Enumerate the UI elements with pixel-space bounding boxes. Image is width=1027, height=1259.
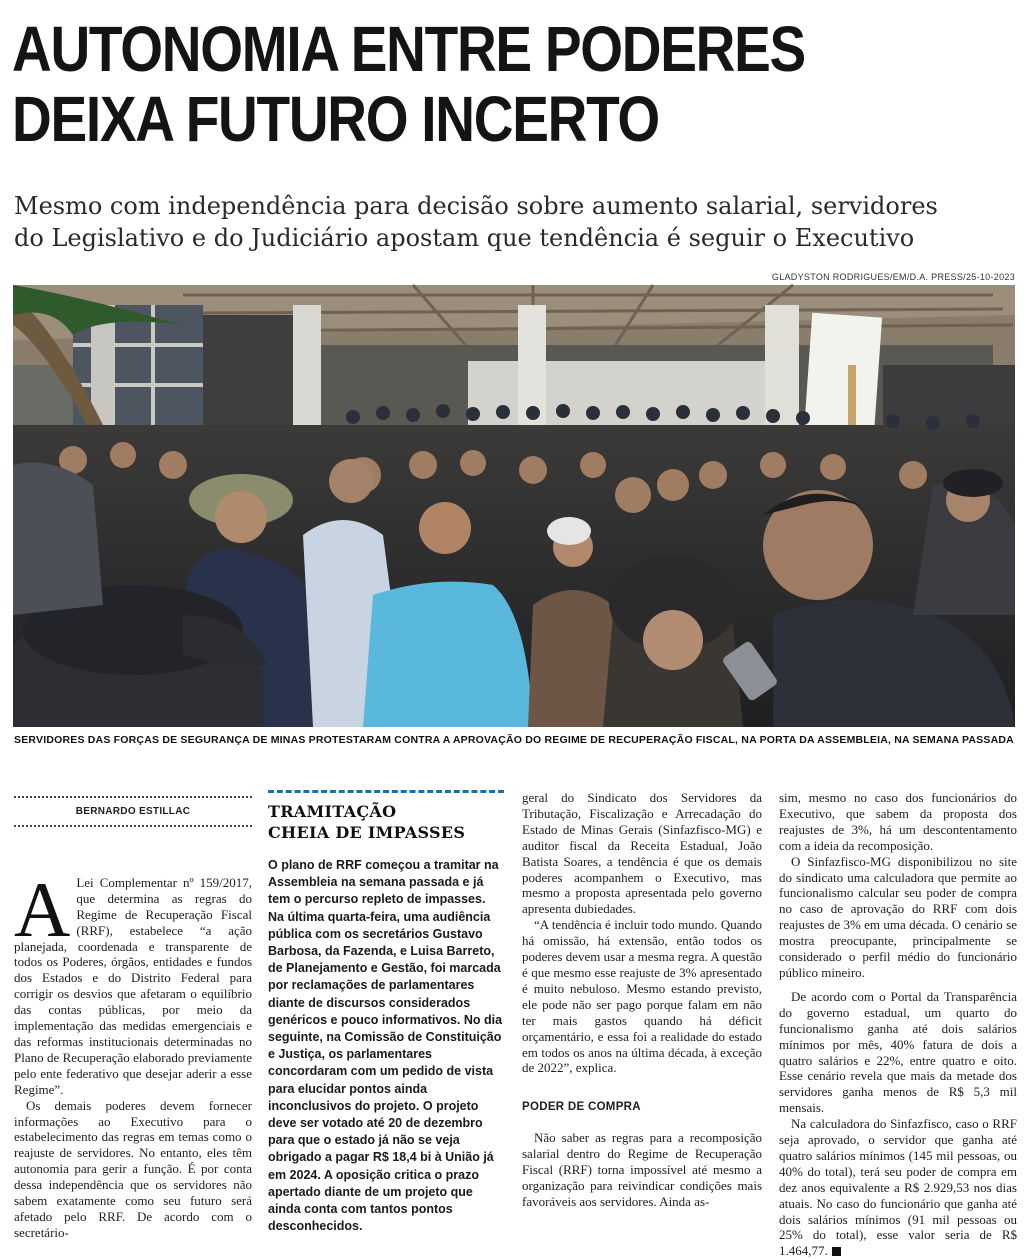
drop-cap: A xyxy=(14,865,71,953)
headline-line-2: DEIXA FUTURO INCERTO xyxy=(12,83,659,155)
article-body-start xyxy=(14,865,252,1241)
article-column-1 xyxy=(14,790,252,1241)
subheadline-line-2: do Legislativo e do Judiciário apostam que tendência é seguir o Executivo xyxy=(14,224,915,252)
byline-divider-bottom xyxy=(14,825,252,827)
photo-credit: GLADYSTON RODRIGUES/EM/D.A. PRESS/25-10-2023 xyxy=(771,272,1015,282)
article-column-3 xyxy=(522,790,762,1210)
sidebar-box xyxy=(268,790,504,1235)
article-paragraph-5: Não saber as regras para a recomposição salarial dentro do Regime de Recuperação Fiscal (RRF) torna impossível até mesmo a organização para reivindicar condições mais favoráveis aos servidores. Ainda as- xyxy=(522,1130,762,1209)
section-subtitle: PODER DE COMPRA xyxy=(522,1101,641,1114)
sidebar-title xyxy=(268,801,504,843)
article-paragraph-2: Os demais poderes devem fornecer informações ao Executivo para o estabelecimento das regras em temas como o reajuste de servidores. No entanto, eles têm autonomia para gerir a função. É por conta dessa independência que os servidores não sabem exatamente como seu futuro será afetado pelo RRF. De acordo com o secretário- xyxy=(14,1097,252,1240)
article-paragraph-7: O Sinfazfisco-MG disponibilizou no site do sindicato uma calculadora que permite ao funcionalismo calcular seu poder de compra no caso de aprovação do RRF com dois reajustes de 3% em uma década. O cenário se mostra preocupante, principalmente se considerado o perfil médio do funcionário público mineiro. xyxy=(779,853,1017,980)
headline xyxy=(12,14,872,154)
article-paragraph-8: De acordo com o Portal da Transparência do governo estadual, um quarto do funcionalismo ganha até dois salários mínimos por mês, 40% fatura de dois a quatro salários e 22%, entre quatro e oito. Esse cenário revela que mais da metade dos servidores ganha menos de R$ 5,3 mil mensais. xyxy=(779,988,1017,1116)
article-paragraph-9 xyxy=(779,1116,1017,1259)
article-paragraph-1 xyxy=(14,865,252,1098)
sidebar-title-line-1: TRAMITAÇÃO xyxy=(268,802,397,821)
headline-line-1: AUTONOMIA ENTRE PODERES xyxy=(12,13,805,85)
sidebar-title-line-2: CHEIA DE IMPASSES xyxy=(268,823,466,842)
article-paragraph-6: sim, mesmo no caso dos funcionários do Executivo, que sabem da proposta dos reajustes de 3%, há um descontentamento com a ideia da recomposição. xyxy=(779,790,1017,853)
article-paragraph-3: geral do Sindicato dos Servidores da Tributação, Fiscalização e Arrecadação do Estado de Minas Gerais (Sinfazfisco-MG) e auditor fiscal da Receita Estadual, João Batista Soares, a tendência é que os demais poderes acompanhem o Executivo, mas mesmo a proposta apresentada pelo governo apresenta dubiedades. xyxy=(522,790,762,917)
article-paragraph-4: “A tendência é incluir todo mundo. Quando há omissão, há extensão, então todos os poderes devem usar a mesma regra. A questão é que mesmo esse reajuste de 3% apresentado é muito nebuloso. Mesmo estando previsto, ele pode não ser pago porque falam em não ter mais gastos quando há déficit orçamentário, e essa foi a realidade do estado em todos os anos na última década, à exceção de 2022”, explica. xyxy=(522,917,762,1076)
protest-photo xyxy=(13,285,1015,727)
article-paragraph-9-text: Na calculadora do Sinfazfisco, caso o RRF seja aprovado, o servidor que ganha até quatro salários mínimos (145 mil pessoas, ou 40% do total), terá seu poder de compra em dez anos equivalente a R$ 2.929,53 nos dias atuais. No caso do funcionário que ganha até dois salários mínimos (91 mil pessoas ou 25% do total), esse valor seria de R$ 1.464,77. xyxy=(779,1116,1017,1259)
subheadline-line-1: Mesmo com independência para decisão sobre aumento salarial, servidores xyxy=(14,192,938,220)
photo-caption: SERVIDORES DAS FORÇAS DE SEGURANÇA DE MINAS PROTESTARAM CONTRA A APROVAÇÃO DO REGIME DE RECUPERAÇÃO FISCAL, NA PORTA DA ASSEMBLEIA, NA SEMANA PASSADA xyxy=(14,734,1014,746)
article-paragraph-1-text: Lei Complementar nº 159/2017, que determina as regras do Regime de Recuperação Fiscal (RRF), estabelece “a ação planejada, coordenada e transparente de todos os Poderes, órgãos, entidades e fundos dos Estados e do Distrito Federal para corrigir os desvios que afetaram o equilíbrio das contas públicas, por meio da implementação das medidas emergenciais e das reformas institucionais determinadas no Plano de Recuperação elaborado previamente pelo ente federativo que desejar aderir a esse Regime”. xyxy=(14,874,252,1097)
sidebar-text: O plano de RRF começou a tramitar na Assembleia na semana passada e já tem o percurso repleto de impasses. Na última quarta-feira, uma audiência pública com os secretários Gustavo Barbosa, da Fazenda, e Luisa Barreto, de Planejamento e Gestão, foi marcada por reclamações de parlamentares diante de discursos considerados genéricos e pouco informativos. No dia seguinte, na Comissão de Constituição e Justiça, os parlamentares concordaram com um pedido de vista para elucidar pontos ainda inconclusivos do projeto. O projeto deve ser votado até 20 de dezembro para que o estado já não se veja obrigado a pagar R$ 18,4 bi à União já em 2024. A oposição critica o prazo apertado diante de um projeto que ainda conta com tantos pontos desconhecidos. xyxy=(268,858,503,1234)
article-column-4 xyxy=(779,790,1017,1259)
byline: BERNARDO ESTILLAC xyxy=(75,806,191,817)
subheadline xyxy=(14,190,1014,254)
sidebar-divider xyxy=(268,790,504,793)
end-of-article-mark xyxy=(832,1247,841,1256)
